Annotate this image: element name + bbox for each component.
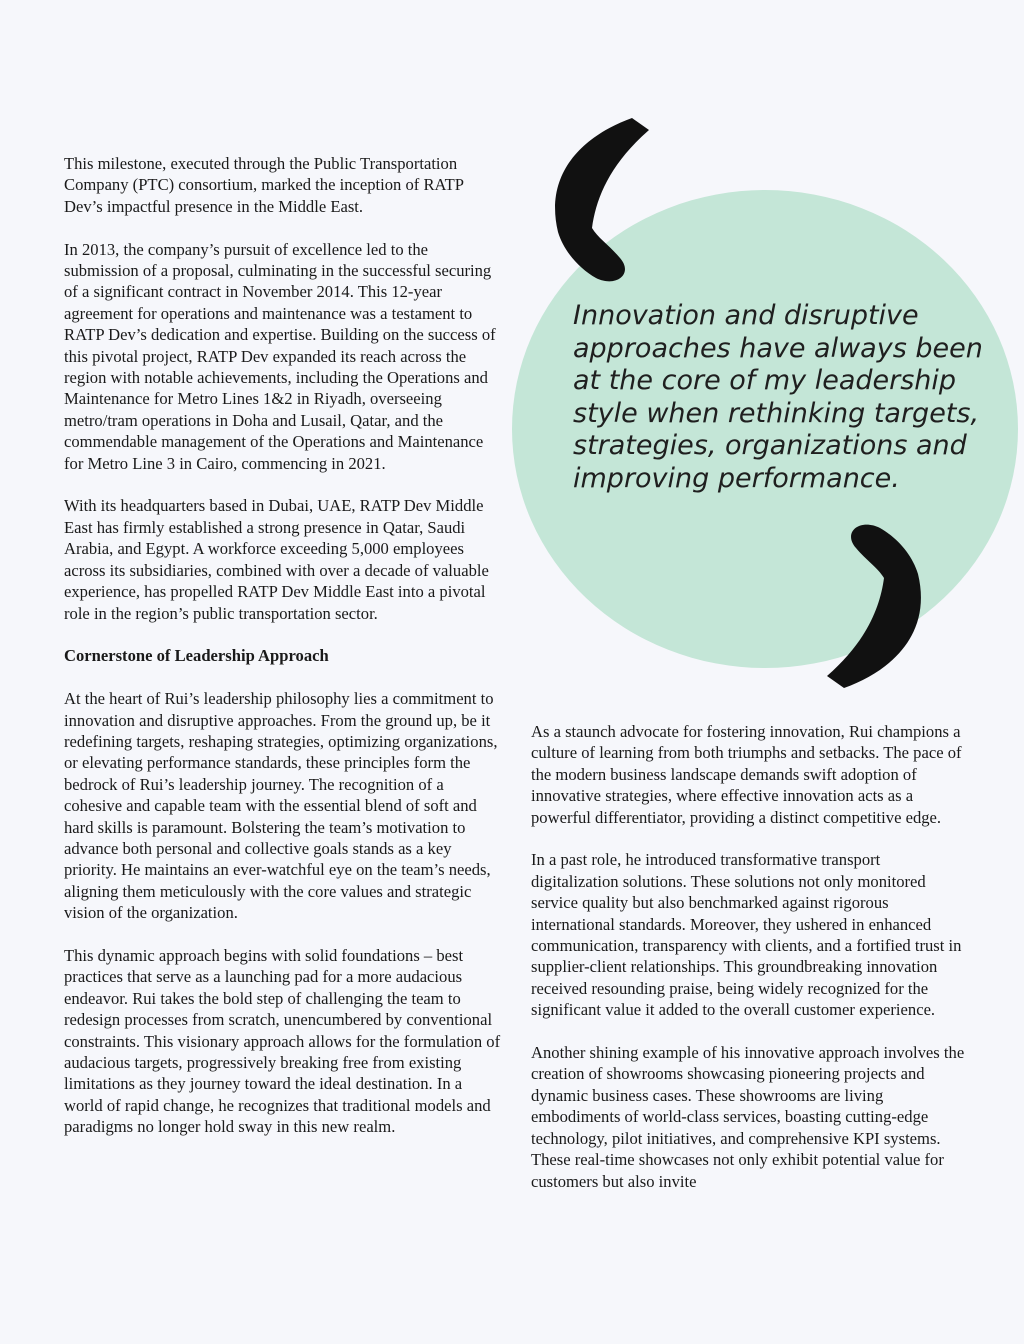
right-text-column	[531, 721, 971, 1213]
paragraph-showrooms: Another shining example of his innovative approach involves the creation of showrooms showcasing pioneering projects and dynamic business cases. These showrooms are living embodiments of world-class services, boasting cutting-edge technology, pilot initiatives, and comprehensive KPI systems. These real-time showcases not only exhibit potential value for customers but also invite	[531, 1043, 965, 1191]
paragraph-leadership-philosophy: At the heart of Rui’s leadership philosophy lies a commitment to innovation and disruptive approaches. From the ground up, be it redefining targets, reshaping strategies, optimizing organizations, or elevating performance standards, these principles form the bedrock of Rui’s leadership journey. The recognition of a cohesive and capable team with the essential blend of soft and hard skills is paramount. Bolstering the team’s motivation to advance both personal and collective goals stands as a key priority. He maintains an ever-watchful eye on the team’s needs, aligning them meticulously with the core values and strategic vision of the organization.	[64, 689, 498, 923]
opening-quote-mark-icon	[552, 116, 652, 286]
paragraph-digitalization: In a past role, he introduced transformative transport digitalization solutions. These solutions not only monitored service quality but also benchmarked against rigorous international standards. Moreover, they ushered in enhanced communication, transparency with clients, and a fortified trust in supplier-client relationships. This groundbreaking innovation received resounding praise, being widely recognized for the significant value it added to the overall customer experience.	[531, 850, 962, 1020]
paragraph-2013-contract: In 2013, the company’s pursuit of excellence led to the submission of a proposal, culminating in the successful securing of a significant contract in November 2014. This 12-year agreement for operations and maintenance was a testament to RATP Dev’s dedication and expertise. Building on the success of this pivotal project, RATP Dev expanded its reach across the region with notable achievements, including the Operations and Maintenance for Metro Lines 1&2 in Riyadh, overseeing metro/tram operations in Doha and Lusail, Qatar, and the commendable management of the Operations and Maintenance for Metro Line 3 in Cairo, commencing in 2021.	[64, 239, 496, 473]
section-heading: Cornerstone of Leadership Approach	[64, 646, 329, 666]
left-text-column	[64, 153, 504, 1159]
paragraph-dynamic-approach: This dynamic approach begins with solid foundations – best practices that serve as a launching pad for a more audacious endeavor. Rui takes the bold step of challenging the team to redesign processes from scratch, unencumbered by conventional constraints. This visionary approach allows for the formulation of audacious targets, progressively breaking free from existing limitations as they journey toward the ideal destination. In a world of rapid change, he recognizes that traditional models and paradigms no longer hold sway in this new realm.	[64, 945, 501, 1137]
paragraph-milestone: This milestone, executed through the Public Transportation Company (PTC) consortium, marked the inception of RATP Dev’s impactful presence in the Middle East.	[64, 154, 464, 216]
pull-quote-text: Innovation and disruptive approaches have always been at the core of my leadership style when rethinking targets, strategies, organizations and improving performance.	[573, 300, 983, 494]
paragraph-headquarters: With its headquarters based in Dubai, UAE, RATP Dev Middle East has firmly established a strong presence in Qatar, Saudi Arabia, and Egypt. A workforce exceeding 5,000 employees across its subsidiaries, combined with over a decade of valuable experience, has propelled RATP Dev Middle East into a pivotal role in the region’s public transportation sector.	[64, 496, 489, 623]
closing-quote-mark-icon	[824, 518, 924, 690]
paragraph-innovation-culture: As a staunch advocate for fostering innovation, Rui champions a culture of learning from both triumphs and setbacks. The pace of the modern business landscape demands swift adoption of innovative strategies, where effective innovation acts as a powerful differentiator, providing a distinct competitive edge.	[531, 722, 962, 827]
